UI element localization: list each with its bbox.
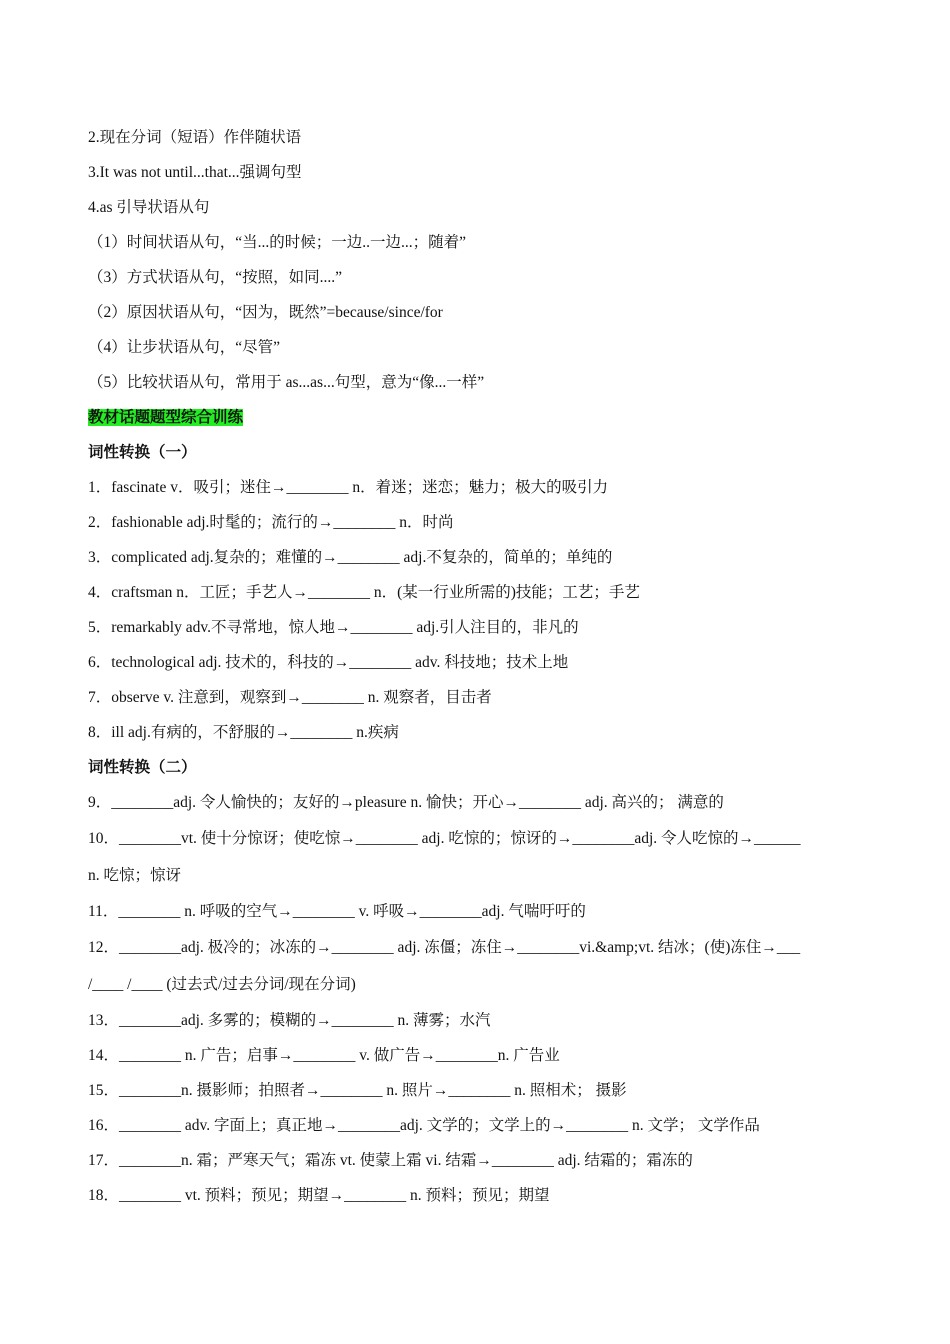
section-title-row: [88, 400, 868, 435]
exercise-item: 1．fascinate v．吸引；迷住→________ n．着迷；迷恋；魅力；极大的吸引力: [88, 479, 609, 496]
exercise-item: 4．craftsman n．工匠；手艺人→________ n．(某一行业所需的)技能；工艺；手艺: [88, 584, 640, 601]
exercise-item: 10．________vt. 使十分惊讶；使吃惊→________ adj. 吃惊的；惊讶的→________adj. 令人吃惊的→______: [88, 830, 801, 847]
exercise-item: 13．________adj. 多雾的；模糊的→________ n. 薄雾；水汽: [88, 1012, 491, 1029]
grammar-point: 2.现在分词（短语）作伴随状语: [88, 129, 302, 146]
exercise-item: 3．complicated adj.复杂的；难懂的→________ adj.不复杂的，简单的；单纯的: [88, 549, 613, 566]
document-content: [88, 120, 868, 1213]
exercise-item: 11．________ n. 呼吸的空气→________ v. 呼吸→________adj. 气喘吁吁的: [88, 903, 586, 920]
grammar-point: 3.It was not until...that...强调句型: [88, 164, 302, 181]
exercise-item-continued: n. 吃惊；惊讶: [88, 867, 182, 884]
part2-heading: 词性转换（二）: [88, 759, 197, 776]
exercise-item: 17．________n. 霜；严寒天气；霜冻 vt. 使蒙上霜 vi. 结霜→________ adj. 结霜的；霜冻的: [88, 1152, 693, 1169]
grammar-point: 4.as 引导状语从句: [88, 199, 210, 216]
exercise-item: 2．fashionable adj.时髦的；流行的→________ n．时尚: [88, 514, 454, 531]
part1-heading: 词性转换（一）: [88, 444, 197, 461]
grammar-subpoint: （2）原因状语从句，“因为，既然”=because/since/for: [88, 304, 443, 321]
exercise-item: 5．remarkably adv.不寻常地，惊人地→________ adj.引人注目的，非凡的: [88, 619, 579, 636]
exercise-item: 12．________adj. 极冷的；冰冻的→________ adj. 冻僵；冻住→________vi.&amp;vt. 结冰；(使)冻住→___: [88, 939, 801, 956]
exercise-item: 16．________ adv. 字面上；真正地→________adj. 文学的；文学上的→________ n. 文学； 文学作品: [88, 1117, 760, 1134]
exercise-item-continued: /____ /____ (过去式/过去分词/现在分词): [88, 976, 356, 993]
grammar-subpoint: （5）比较状语从句，常用于 as...as...句型，意为“像...一样”: [88, 374, 485, 391]
exercise-item: 6．technological adj. 技术的，科技的→________ adv. 科技地；技术上地: [88, 654, 569, 671]
grammar-subpoint: （4）让步状语从句，“尽管”: [88, 339, 281, 356]
exercise-item: 18．________ vt. 预料；预见；期望→________ n. 预料；预见；期望: [88, 1187, 550, 1204]
grammar-subpoint: （3）方式状语从句，“按照，如同....”: [88, 269, 343, 286]
grammar-subpoint: （1）时间状语从句，“当...的时候；一边..一边...；随着”: [88, 234, 467, 251]
exercise-item: 9．________adj. 令人愉快的；友好的→pleasure n. 愉快；开心→________ adj. 高兴的； 满意的: [88, 794, 724, 811]
exercise-item: 15．________n. 摄影师；拍照者→________ n. 照片→________ n. 照相术； 摄影: [88, 1082, 627, 1099]
exercise-item: 14．________ n. 广告；启事→________ v. 做广告→________n. 广告业: [88, 1047, 560, 1064]
section-title: 教材话题题型综合训练: [88, 409, 244, 426]
exercise-item: 7．observe v. 注意到，观察到→________ n. 观察者，目击者: [88, 689, 492, 706]
exercise-item: 8．ill adj.有病的，不舒服的→________ n.疾病: [88, 724, 399, 741]
